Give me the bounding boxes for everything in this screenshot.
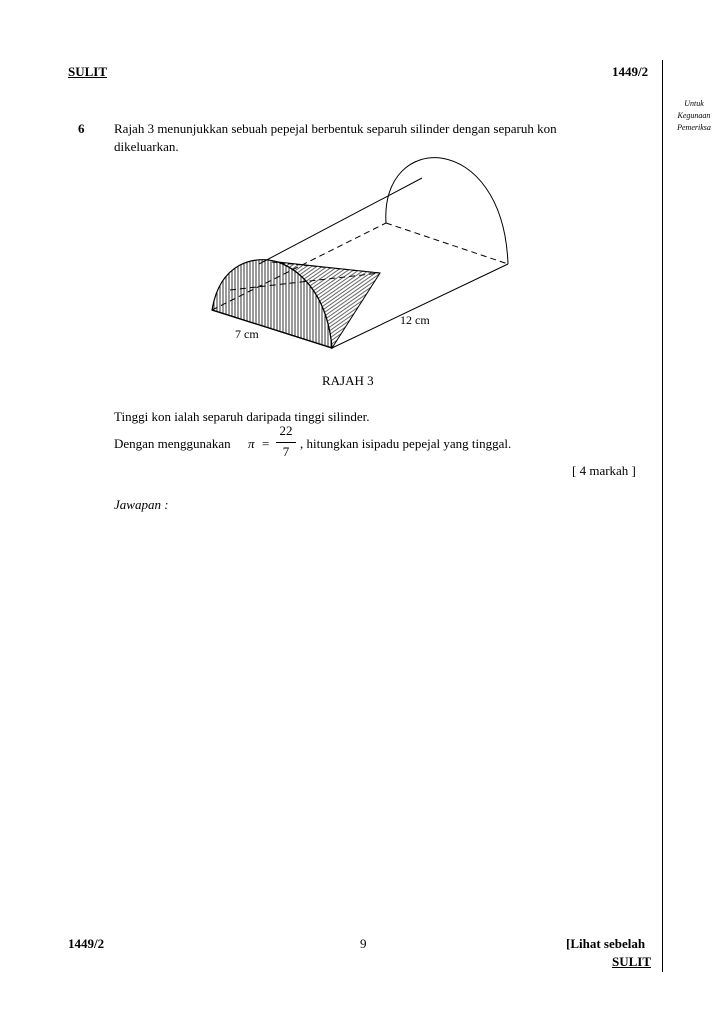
- question-text-line2: dikeluarkan.: [114, 139, 179, 154]
- equals-sign: =: [262, 436, 270, 451]
- figure-caption: RAJAH 3: [322, 373, 374, 388]
- statement-text: Tinggi kon ialah separuh daripada tinggi silinder.: [114, 409, 370, 424]
- margin-note-line2: Kegunaan: [677, 111, 711, 120]
- half-cylinder-figure: [0, 0, 728, 400]
- marks-label: [ 4 markah ]: [572, 463, 636, 478]
- instruction-suffix: , hitungkan isipadu pepejal yang tinggal.: [300, 436, 512, 451]
- pi-symbol: π: [248, 436, 255, 451]
- back-semicircle: [386, 158, 508, 264]
- question-number: 6: [78, 121, 85, 136]
- top-edge: [259, 178, 422, 264]
- label-7cm: 7 cm: [235, 327, 259, 341]
- fraction-bar: [276, 442, 296, 443]
- question-text-line1: Rajah 3 menunjukkan sebuah pepejal berbentuk separuh silinder dengan separuh kon: [114, 121, 557, 136]
- footer-paper-code: 1449/2: [68, 936, 105, 951]
- back-base-dashed: [386, 223, 508, 264]
- answer-label: Jawapan :: [114, 497, 169, 512]
- pi-numerator: 22: [279, 423, 293, 438]
- page-number: 9: [360, 936, 367, 951]
- footer-turn-over: [Lihat sebelah: [566, 936, 646, 951]
- margin-note-line1: Untuk: [684, 99, 704, 108]
- header-sulit: SULIT: [68, 64, 108, 79]
- pi-denominator: 7: [282, 444, 290, 459]
- header-paper-code: 1449/2: [612, 64, 649, 79]
- label-12cm: 12 cm: [400, 313, 430, 327]
- margin-note-line3: Pemeriksa: [677, 123, 711, 132]
- footer-sulit: SULIT: [612, 954, 652, 969]
- instruction-prefix: Dengan menggunakan: [114, 436, 231, 451]
